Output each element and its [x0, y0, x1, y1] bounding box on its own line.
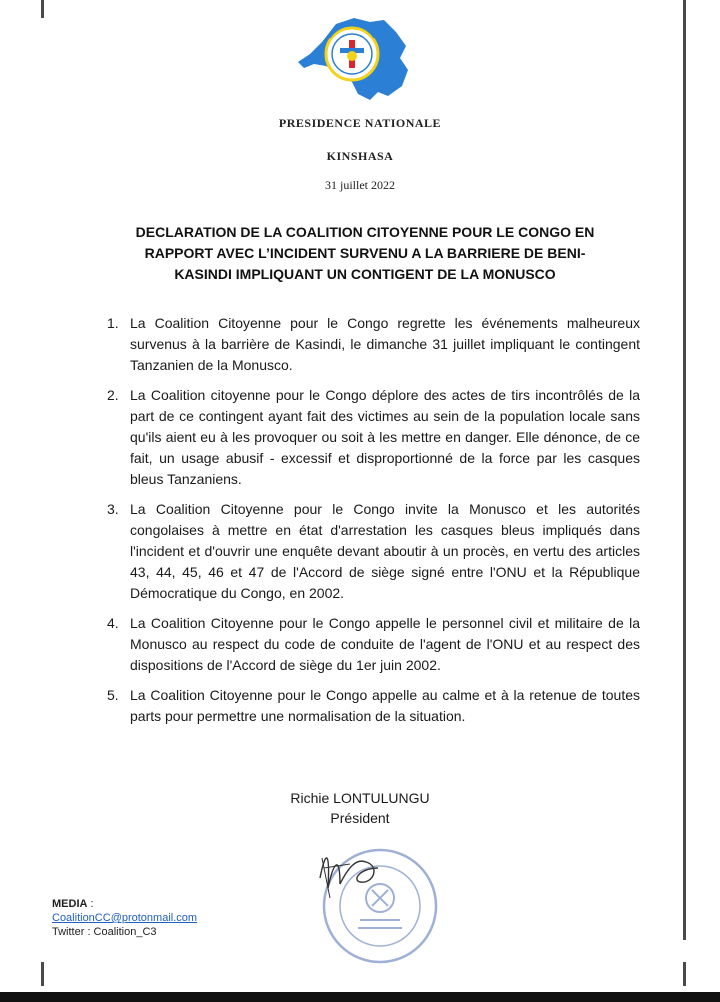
list-item	[105, 313, 640, 376]
item-text: La Coalition Citoyenne pour le Congo appelle le personnel civil et militaire de la Monusco au respect du code de conduite de l'agent de l'ONU et au respect des dispositions de l'Accord de siège du 1er juin 2002.	[130, 615, 640, 673]
right-page-edge	[683, 0, 686, 940]
media-contact: MEDIA : CoalitionCC@protonmail.com Twitter : Coalition_C3	[52, 898, 198, 938]
item-text: La Coalition citoyenne pour le Congo déplore des actes de tirs incontrôlés de la part de ce contingent ayant fait des victimes au sein de la population locale sans qu'ils aient eu à les provoquer ou soit à les mettre en danger. Elle dénonce, de ce fait, un usage abusif - excessif et disproportionné de la force par les casques bleus Tanzaniens.	[130, 387, 640, 487]
item-number: 5.	[107, 687, 119, 703]
twitter-handle: Twitter : Coalition_C3	[52, 926, 157, 938]
document-date: 31 juillet 2022	[325, 178, 395, 192]
title-line-2: RAPPORT AVEC L’INCIDENT SURVENU A LA BARRIERE DE BENI-	[144, 245, 586, 261]
handwritten-signature	[320, 858, 378, 888]
official-stamp-and-signature	[300, 838, 460, 968]
signatory-role: Président	[330, 810, 390, 826]
item-number: 2.	[107, 387, 119, 403]
item-text: La Coalition Citoyenne pour le Congo appelle au calme et à la retenue de toutes parts pour permettre une normalisation de la situation.	[130, 687, 640, 724]
item-number: 1.	[107, 315, 119, 331]
item-number: 4.	[107, 615, 119, 631]
item-number: 3.	[107, 501, 119, 517]
presidence-heading: PRESIDENCE NATIONALE	[278, 116, 442, 130]
declaration-points	[105, 313, 640, 736]
list-item	[105, 499, 640, 604]
left-bottom-edge	[41, 962, 44, 986]
list-item	[105, 613, 640, 676]
city-heading: KINSHASA	[326, 149, 394, 163]
title-line-3: KASINDI IMPLIQUANT UN CONTIGENT DE LA MONUSCO	[174, 266, 556, 282]
declaration-title	[95, 222, 635, 285]
right-bottom-edge	[683, 962, 686, 986]
email-link[interactable]: CoalitionCC@protonmail.com	[52, 912, 198, 924]
list-item	[105, 685, 640, 727]
coalition-logo	[292, 12, 420, 104]
media-label: MEDIA	[52, 898, 88, 910]
bottom-black-bar	[0, 992, 720, 1002]
left-page-edge	[41, 0, 44, 18]
list-item	[105, 385, 640, 490]
title-line-1: DECLARATION DE LA COALITION CITOYENNE POUR LE CONGO EN	[135, 224, 595, 240]
signatory-name: Richie LONTULUNGU	[290, 790, 430, 806]
item-text: La Coalition Citoyenne pour le Congo regrette les événements malheureux survenus à la barrière de Kasindi, le dimanche 31 juillet impliquant le contingent Tanzanien de la Monusco.	[130, 315, 640, 373]
item-text: La Coalition Citoyenne pour le Congo invite la Monusco et les autorités congolaises à mettre en état d'arrestation les casques bleus impliqués dans l'incident et d'ouvrir une enquête devant aboutir à un procès, en vertu des articles 43, 44, 45, 46 et 47 de l'Accord de siège signé entre l'ONU et la République Démocratique du Congo, en 2002.	[130, 501, 640, 601]
